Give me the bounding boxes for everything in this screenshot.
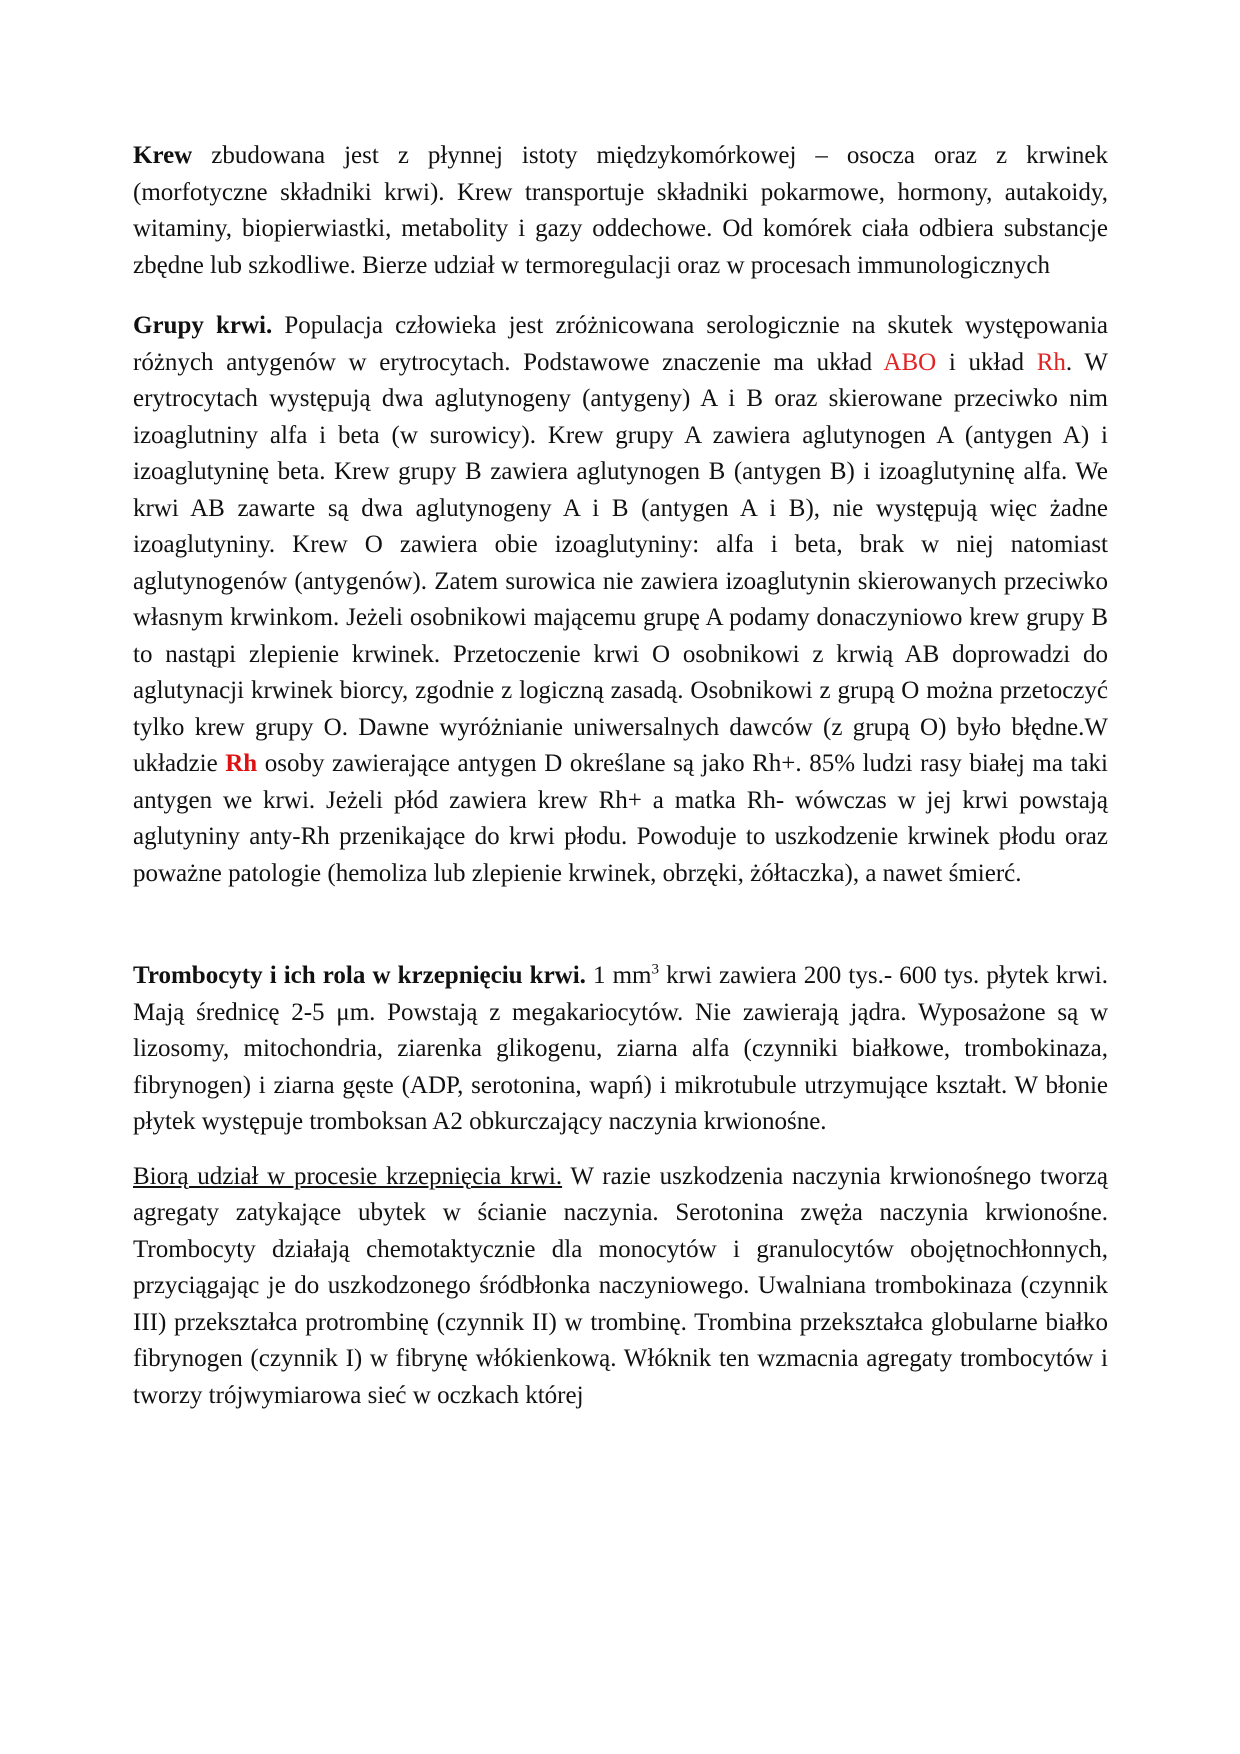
paragraph-grupy-krwi bbox=[133, 308, 1108, 892]
text-run: . W erytrocytach występują dwa aglutynogeny (antygeny) A i B oraz skierowane przeciwko nim izoaglutniny alfa i beta (w surowicy). Krew grupy A zawiera aglutynogen A (antygen A) i izoaglutyninę beta. Krew grupy B zawiera aglutynogen B (antygen B) i izoaglutyninę alfa. We krwi AB zawarte są dwa aglutynogeny A i B (antygen A i B), nie występują więc żadne izoaglutyniny. Krew O zawiera obie izoaglutyniny: alfa i beta, brak w niej natomiast aglutynogenów (antygenów). Zatem surowica nie zawiera izoaglutynin skierowanych przeciwko własnym krwinkom. Jeżeli osobnikowi mającemu grupę A podamy donaczyniowo krew grupy B to nastąpi zlepienie krwinek. Przetoczenie krwi O osobnikowi z krwią AB doprowadzi do aglutynacji krwinek biorcy, zgodnie z logiczną zasadą. Osobnikowi z grupą O można przetoczyć tylko krew grupy O. Dawne wyróżnianie uniwersalnych dawców (z grupą O) było błędne.W układzie bbox=[133, 348, 1108, 777]
text-run-b: Trombocyty i ich rola w krzepnięciu krwi. bbox=[133, 962, 586, 989]
text-run: zbudowana jest z płynnej istoty międzykomórkowej – osocza oraz z krwinek (morfotyczne składniki krwi). Krew transportuje składniki pokarmowe, hormony, autakoidy, witaminy, biopierwiastki, metabolity i gazy oddechowe. Od komórek ciała odbiera substancje zbędne lub szkodliwe. Bierze udział w termoregulacji oraz w procesach immunologicznych bbox=[133, 142, 1108, 279]
text-run-b: Krew bbox=[133, 142, 193, 169]
text-run: krwi zawiera 200 tys.- 600 tys. płytek krwi. Mają średnicę 2-5 μm. Powstają z megakariocytów. Nie zawierają jądra. Wyposażone są w lizosomy, mitochondria, ziarenka glikogenu, ziarna alfa (czynniki białkowe, trombokinaza, fibrynogen) i ziarna gęste (ADP, serotonina, wapń) i mikrotubule utrzymujące kształt. W błonie płytek występuje tromboksan A2 obkurczający naczynia krwionośne. bbox=[133, 962, 1108, 1135]
text-run-sup: 3 bbox=[651, 961, 659, 978]
text-run-u: Biorą udział w procesie krzepnięcia krwi. bbox=[133, 1162, 563, 1190]
text-run: Populacja człowieka jest zróżnicowana serologicznie na skutek występowania różnych antygenów w erytrocytach. Podstawowe znaczenie ma układ bbox=[133, 312, 1108, 376]
text-run: i układ bbox=[936, 348, 1037, 376]
paragraph-trombocyty bbox=[133, 958, 1108, 1141]
document-page bbox=[133, 138, 1108, 1414]
text-run-red: ABO bbox=[883, 348, 937, 376]
paragraph-krew bbox=[133, 138, 1108, 284]
text-run: 1 mm bbox=[585, 962, 652, 989]
text-run-b: Grupy krwi. bbox=[133, 312, 273, 339]
text-run-red: Rh bbox=[1036, 348, 1066, 376]
text-run: osoby zawierające antygen D określane są jako Rh+. 85% ludzi rasy białej ma taki antygen we krwi. Jeżeli płód zawiera krew Rh+ a matka Rh- wówczas w jej krwi powstają aglutyniny anty-Rh przenikające do krwi płodu. Powoduje to uszkodzenie krwinek płodu oraz poważne patologie (hemoliza lub zlepienie krwinek, obrzęki, żółtaczka), a nawet śmierć. bbox=[133, 750, 1108, 887]
text-run-bred: Rh bbox=[225, 750, 258, 777]
paragraph-krzepniecie bbox=[133, 1159, 1108, 1415]
text-run: W razie uszkodzenia naczynia krwionośnego tworzą agregaty zatykające ubytek w ścianie naczynia. Serotonina zwęża naczynia krwionośne. Trombocyty działają chemotaktycznie dla monocytów i granulocytów obojętnochłonnych, przyciągając je do uszkodzonego śródbłonka naczyniowego. Uwalniana trombokinaza (czynnik III) przekształca protrombinę (czynnik II) w trombinę. Trombina przekształca globularne białko fibrynogen (czynnik I) w fibrynę włókienkową. Włóknik ten wzmacnia agregaty trombocytów i tworzy trójwymiarowa sieć w oczkach której bbox=[133, 1162, 1108, 1409]
